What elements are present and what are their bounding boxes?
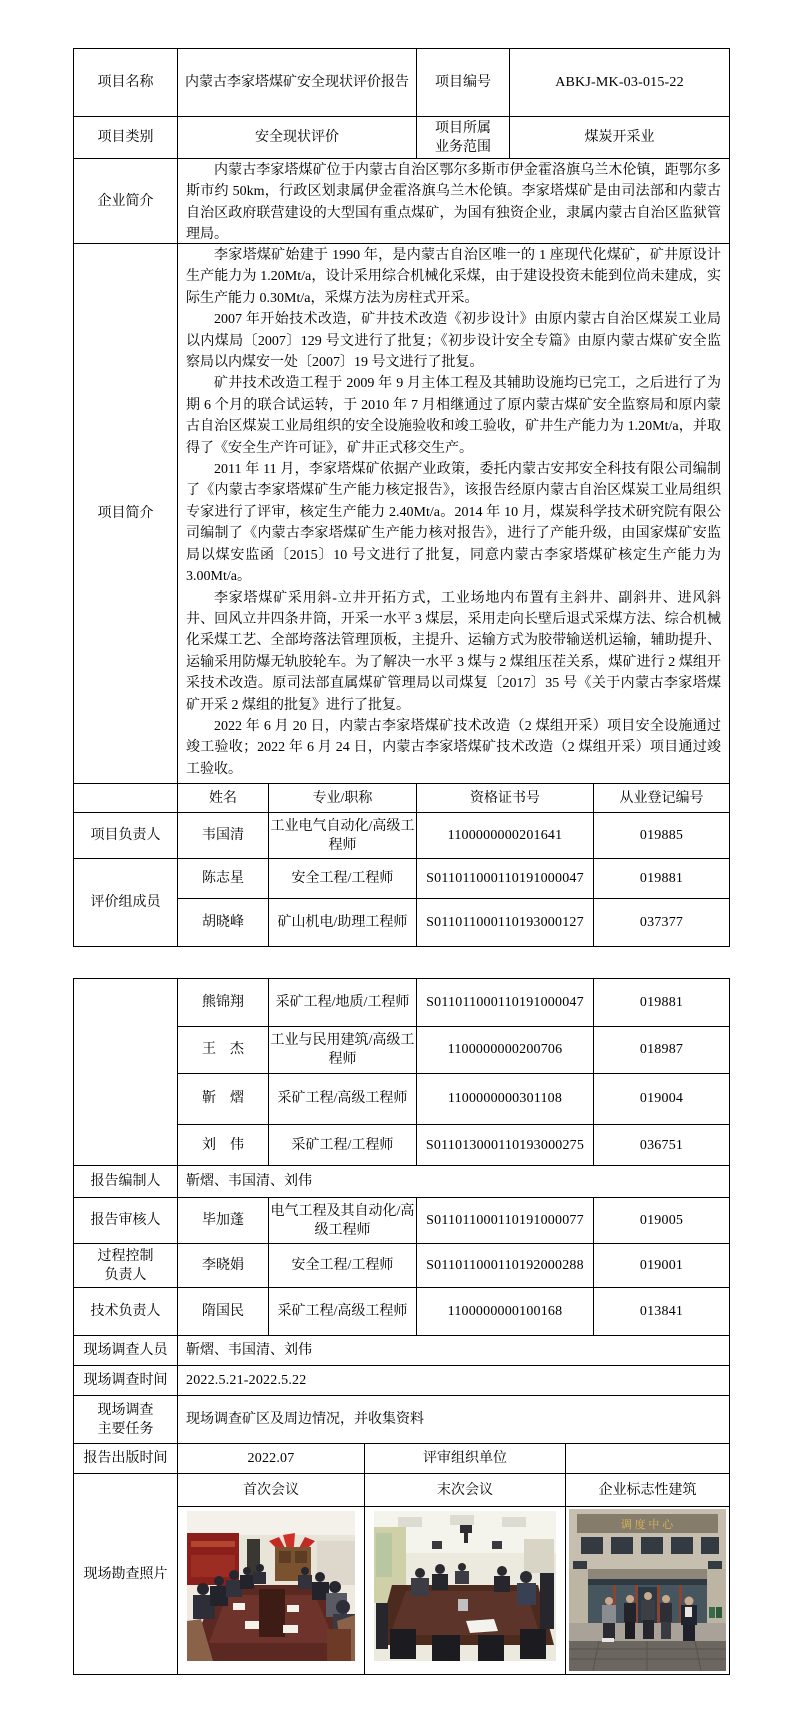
staff-title: 矿山机电/助理工程师 <box>269 899 417 946</box>
site-photos-rows <box>74 1474 729 1674</box>
photo-caption-landmark-building: 企业标志性建筑 <box>598 1482 697 1498</box>
company-intro-text <box>178 159 729 243</box>
survey-time-row <box>74 1366 729 1396</box>
project-leader-label: 项目负责人 <box>74 813 178 858</box>
process-controller-row <box>74 1244 729 1288</box>
evaluation-team-rows <box>74 859 729 946</box>
staff-header-cert: 资格证书号 <box>417 784 594 812</box>
project-intro-paragraph: 2011 年 11 月，李家塔煤矿依据产业政策，委托内蒙古安邦安全科技有限公司编制了《内蒙古李家塔煤矿生产能力核定报告》，该报告经原内蒙古自治区煤炭工业局组织专家进行了评审，核定生产能力 2.40Mt/a。2014 年 10 月，煤炭科学技术研究院有限公司编制了《内蒙古李家塔煤矿生产能力核对报告》，进行了产能升级，由国家煤矿安监局以煤安监函〔2015〕10 号文进行了批复，同意内蒙古李家塔煤矿核定生产能力为 3.00Mt/a。 <box>186 462 721 585</box>
staff-reg: 013841 <box>639 1304 684 1319</box>
photo-first-meeting <box>187 1511 355 1661</box>
staff-name: 韦国清 <box>178 813 269 858</box>
review-org-label: 评审组织单位 <box>365 1444 566 1473</box>
project-no-value: ABKJ-MK-03-015-22 <box>555 75 684 90</box>
business-scope-value: 煤炭开采业 <box>584 130 655 145</box>
table-row <box>178 1027 729 1074</box>
staff-title: 工业电气自动化/高级工程师 <box>269 813 417 858</box>
photo-first-meeting-cell <box>178 1507 365 1674</box>
tech-leader-row <box>74 1288 729 1336</box>
staff-reg: 018987 <box>639 1042 684 1058</box>
survey-time-value: 2022.5.21-2022.5.22 <box>186 1373 307 1388</box>
staff-cert: S011011000110191000077 <box>417 1198 594 1243</box>
survey-time-label: 现场调查时间 <box>74 1366 178 1395</box>
staff-reg: 019001 <box>639 1258 684 1273</box>
project-info-table <box>73 48 730 947</box>
staff-name: 陈志星 <box>178 859 269 898</box>
company-intro-label: 企业简介 <box>74 159 178 243</box>
staff-title: 电气工程及其自动化/高级工程师 <box>269 1198 417 1243</box>
project-info-table-continued <box>73 978 730 1675</box>
survey-task-row <box>74 1396 729 1444</box>
project-intro-text <box>178 244 729 783</box>
project-intro-paragraph: 李家塔煤矿始建于 1990 年，是内蒙古自治区唯一的 1 座现代化煤矿，矿井原设计生产能力为 1.20Mt/a，设计采用综合机械化采煤，由于建设投资未能到位尚未建成，实际生产能力 0.30Mt/a，采煤方法为房柱式开采。 <box>186 248 721 306</box>
photo-landmark-building-cell <box>566 1507 729 1674</box>
staff-cert: S011011000110191000047 <box>417 859 594 898</box>
staff-reg: 019881 <box>639 994 684 1010</box>
survey-staff-label: 现场调查人员 <box>74 1336 178 1365</box>
evaluation-team-continued-rows <box>74 979 729 1166</box>
staff-title: 安全工程/工程师 <box>269 859 417 898</box>
process-controller-label: 过程控制 负责人 <box>74 1244 178 1287</box>
staff-header-row <box>74 784 729 813</box>
staff-title: 采矿工程/高级工程师 <box>269 1074 417 1125</box>
project-name-row <box>74 49 729 117</box>
project-name-value: 内蒙古李家塔煤矿安全现状评价报告 <box>178 49 417 116</box>
survey-task-value: 现场调查矿区及周边情况，并收集资料 <box>186 1412 424 1427</box>
staff-header-title: 专业/职称 <box>269 784 417 812</box>
tech-leader-label: 技术负责人 <box>74 1288 178 1335</box>
staff-name: 胡晓峰 <box>178 899 269 946</box>
project-intro-row <box>74 244 729 784</box>
evaluation-team-continued-label-cell <box>74 979 178 1165</box>
staff-name: 熊锦翔 <box>178 979 269 1026</box>
staff-header-empty-cell <box>74 784 178 812</box>
site-photos-label: 现场勘查照片 <box>74 1474 178 1674</box>
report-reviewer-label: 报告审核人 <box>74 1198 178 1243</box>
staff-reg: 019885 <box>639 828 684 843</box>
staff-name: 刘 伟 <box>178 1125 269 1165</box>
report-writer-row <box>74 1166 729 1198</box>
review-org-value <box>566 1444 729 1473</box>
report-writer-label: 报告编制人 <box>74 1166 178 1197</box>
staff-cert: S011013000110193000275 <box>417 1125 594 1165</box>
staff-reg: 037377 <box>639 915 684 930</box>
publish-time-value: 2022.07 <box>178 1444 365 1473</box>
staff-title: 安全工程/工程师 <box>269 1244 417 1287</box>
survey-staff-value: 靳熠、韦国清、刘伟 <box>186 1343 312 1358</box>
table-row <box>178 1125 729 1165</box>
project-type-value: 安全现状评价 <box>178 117 417 158</box>
staff-cert: 1100000000201641 <box>417 813 594 858</box>
staff-cert: 1100000000200706 <box>417 1027 594 1073</box>
photo-caption-first-meeting: 首次会议 <box>178 1474 365 1506</box>
photo-last-meeting <box>374 1511 556 1661</box>
staff-cert: 1100000000301108 <box>417 1074 594 1125</box>
project-intro-paragraph: 2007 年开始技术改造，矿井技术改造《初步设计》由原内蒙古自治区煤炭工业局以内煤局〔2007〕129 号文进行了批复；《初步设计安全专篇》由原内蒙古煤矿安全监察局以内煤安一处〔2007〕19 号文进行了批复。 <box>186 312 721 371</box>
photo-caption-last-meeting: 末次会议 <box>365 1474 566 1506</box>
staff-name: 李晓娟 <box>178 1244 269 1287</box>
staff-header-name: 姓名 <box>178 784 269 812</box>
project-intro-label: 项目简介 <box>74 244 178 783</box>
project-no-label: 项目编号 <box>417 49 510 116</box>
survey-task-label: 现场调查 主要任务 <box>74 1396 178 1443</box>
building-sign-text: 调 度 中 心 <box>620 1519 674 1531</box>
staff-name: 毕加蓬 <box>178 1198 269 1243</box>
publish-time-label: 报告出版时间 <box>74 1444 178 1473</box>
staff-reg: 019004 <box>639 1091 684 1107</box>
project-intro-paragraph: 2022 年 6 月 20 日，内蒙古李家塔煤矿技术改造（2 煤组开采）项目安全设施通过竣工验收；2022 年 6 月 24 日，内蒙古李家塔煤矿技术改造（2 煤组开采）项目通过竣工验收。 <box>186 718 721 777</box>
staff-title: 工业与民用建筑/高级工程师 <box>269 1027 417 1073</box>
staff-title: 采矿工程/高级工程师 <box>269 1288 417 1335</box>
photos-row <box>178 1507 729 1674</box>
staff-name: 隋国民 <box>178 1288 269 1335</box>
project-intro-paragraph: 李家塔煤矿采用斜-立井开拓方式，工业场地内布置有主斜井、副斜井、进风斜井、回风立井四条井筒，开采一水平 3 煤层，采用走向长壁后退式采煤方法、综合机械化采煤工艺、全部垮落法管理顶板，主提升、运输方式为胶带输送机运输，辅助提升、运输采用防爆无轨胶轮车。为了解决一水平 3 煤与 2 煤组压茬关系，煤矿进行 2 煤组开采技术改造。原司法部直属煤矿管理局以司煤复〔2017〕35 号《关于内蒙古李家塔煤矿开采 2 煤组的批复》进行了批复。 <box>186 590 721 713</box>
staff-name: 王 杰 <box>178 1027 269 1073</box>
staff-reg: 036751 <box>639 1137 684 1153</box>
survey-staff-row <box>74 1336 729 1366</box>
company-intro-row <box>74 159 729 244</box>
company-intro-paragraph: 内蒙古李家塔煤矿位于内蒙古自治区鄂尔多斯市伊金霍洛旗乌兰木伦镇，距鄂尔多斯市约 50km，行政区划隶属伊金霍洛旗乌兰木伦镇。李家塔煤矿是由司法部和内蒙古自治区政府联营建设的大型国有重点煤矿，为国有独资企业，隶属内蒙古自治区监狱管理局。 <box>186 163 721 243</box>
table-row <box>178 859 729 899</box>
staff-reg: 019005 <box>639 1213 684 1228</box>
report-writer-value: 靳熠、韦国清、刘伟 <box>186 1174 312 1189</box>
table-row <box>178 979 729 1027</box>
business-scope-label: 项目所属 业务范围 <box>417 117 510 158</box>
publish-time-row <box>74 1444 729 1474</box>
staff-title: 采矿工程/工程师 <box>269 1125 417 1165</box>
project-intro-paragraph: 矿井技术改造工程于 2009 年 9 月主体工程及其辅助设施均已完工，之后进行了为期 6 个月的联合试运转，于 2010 年 7 月相继通过了原内蒙古煤矿安全监察局和原内蒙古自治区煤炭工业局组织的安全设施验收和竣工验收，矿井生产能力为 1.20Mt/a，并取得了《安全生产许可证》，矿井正式移交生产。 <box>186 376 721 456</box>
table-row <box>178 1074 729 1126</box>
staff-name: 靳 熠 <box>178 1074 269 1125</box>
photo-last-meeting-cell <box>365 1507 566 1674</box>
staff-reg: 019881 <box>639 871 684 886</box>
staff-cert: 1100000000100168 <box>417 1288 594 1335</box>
staff-cert: S011011000110192000288 <box>417 1244 594 1287</box>
table-row <box>178 899 729 946</box>
staff-cert: S011011000110191000047 <box>417 979 594 1026</box>
evaluation-team-label: 评价组成员 <box>74 859 178 946</box>
project-type-label: 项目类别 <box>74 117 178 158</box>
photo-landmark-building <box>569 1509 726 1671</box>
report-reviewer-row <box>74 1198 729 1244</box>
staff-title: 采矿工程/地质/工程师 <box>269 979 417 1026</box>
staff-header-reg: 从业登记编号 <box>619 790 704 806</box>
project-type-row <box>74 117 729 159</box>
project-name-label: 项目名称 <box>74 49 178 116</box>
project-leader-row <box>74 813 729 859</box>
staff-cert: S011011000110193000127 <box>417 899 594 946</box>
photo-captions-row <box>178 1474 729 1507</box>
